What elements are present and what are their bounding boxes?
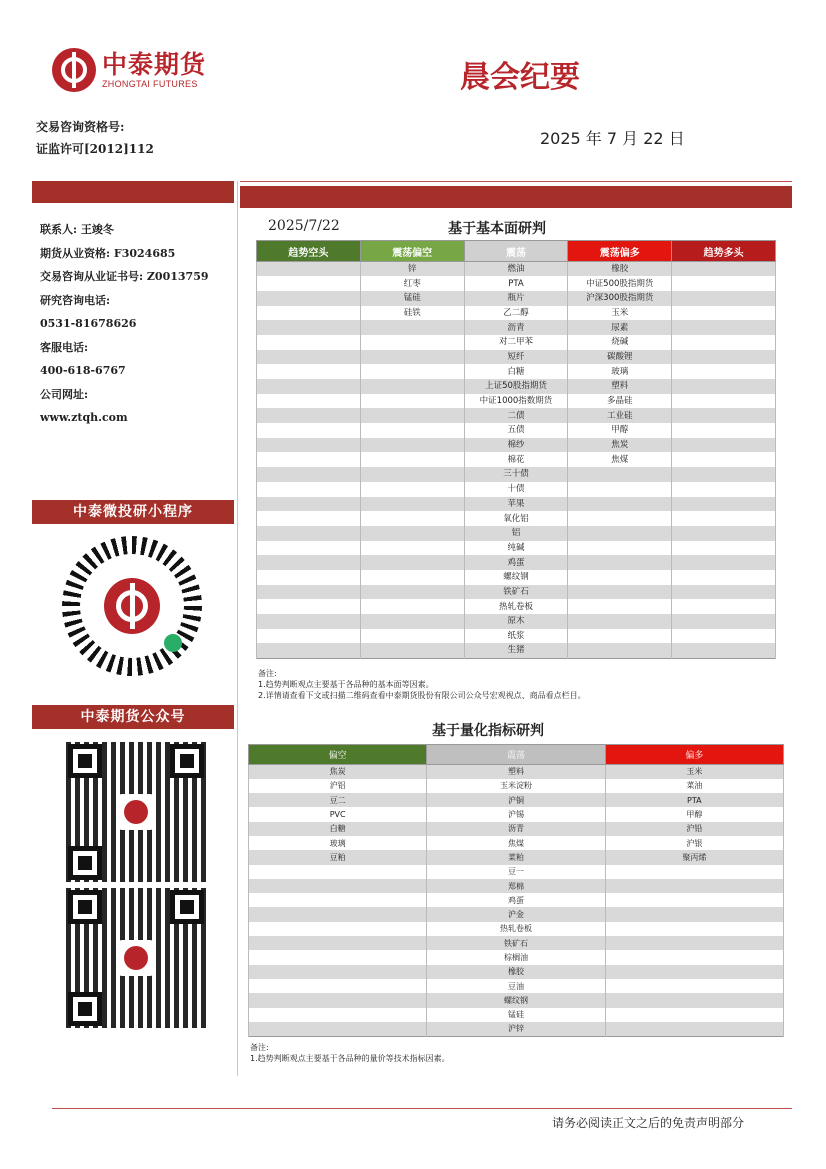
quant-cell: 螺纹钢 [427, 993, 605, 1007]
fundamental-cell [672, 629, 776, 644]
fundamental-cell [672, 511, 776, 526]
fundamental-cell [672, 408, 776, 423]
fundamental-cell [568, 555, 672, 570]
fundamental-cell: 玻璃 [568, 364, 672, 379]
fundamental-cell [257, 320, 361, 335]
table-row [257, 511, 776, 526]
fundamental-cell [672, 482, 776, 497]
quant-cell [605, 1022, 783, 1036]
quant-cell: 焦煤 [427, 836, 605, 850]
fundamental-cell: 棉花 [464, 452, 568, 467]
qr-code-secondary[interactable] [66, 888, 206, 1028]
website-url[interactable]: www.ztqh.com [40, 411, 128, 424]
fundamental-cell [257, 364, 361, 379]
fundamental-cell [360, 423, 464, 438]
fundamental-cell [672, 320, 776, 335]
fundamental-cell: 铝 [464, 526, 568, 541]
quant-header: 偏多 [605, 745, 783, 765]
table-row [257, 438, 776, 453]
fundamental-cell [257, 585, 361, 600]
footer-divider [52, 1108, 792, 1109]
note-line: 2.详情请查看下文或扫描二维码查看中泰期货股份有限公司公众号宏观视点、商品看点栏目。 [258, 691, 586, 700]
quant-cell: 沪铜 [427, 793, 605, 807]
fundamental-cell [672, 438, 776, 453]
table-row [249, 822, 784, 836]
table-row [249, 922, 784, 936]
quant-cell: 沪锌 [427, 1022, 605, 1036]
fundamental-cell: 白糖 [464, 364, 568, 379]
table-row [249, 950, 784, 964]
fundamental-cell [360, 555, 464, 570]
fundamental-cell [568, 541, 672, 556]
service-phone-label: 客服电话: [40, 340, 89, 354]
table-row [257, 291, 776, 306]
fundamental-cell [360, 364, 464, 379]
fundamental-cell: 燃油 [464, 262, 568, 277]
fundamental-cell [257, 526, 361, 541]
fundamental-cell: 二债 [464, 408, 568, 423]
official-account-label: 中泰期货公众号 [32, 705, 234, 729]
quant-cell [605, 950, 783, 964]
table-row [257, 364, 776, 379]
fundamental-header: 震荡 [464, 241, 568, 262]
quant-cell [249, 979, 427, 993]
fundamental-cell: 五债 [464, 423, 568, 438]
fundamental-cell: 纸浆 [464, 629, 568, 644]
fundamental-cell [257, 599, 361, 614]
fundamental-header: 趋势多头 [672, 241, 776, 262]
table-row [257, 423, 776, 438]
brand-logo [52, 48, 206, 92]
quant-cell: 塑料 [427, 765, 605, 779]
fundamental-cell [257, 423, 361, 438]
fundamental-cell [360, 394, 464, 409]
fundamental-cell: 碳酸锂 [568, 350, 672, 365]
table-row [249, 765, 784, 779]
fundamental-cell [568, 585, 672, 600]
quant-notes [250, 1042, 450, 1064]
column-divider [237, 181, 238, 1076]
table-row [249, 793, 784, 807]
table-row [249, 965, 784, 979]
quant-header: 偏空 [249, 745, 427, 765]
fundamental-cell [568, 511, 672, 526]
fundamental-cell [360, 350, 464, 365]
quant-cell: 玻璃 [249, 836, 427, 850]
fundamental-cell: 锰硅 [360, 291, 464, 306]
quant-cell: 热轧卷板 [427, 922, 605, 936]
fundamental-cell [257, 497, 361, 512]
fundamental-cell [672, 350, 776, 365]
wechat-icon [164, 634, 182, 652]
quant-title: 基于量化指标研判 [432, 723, 544, 739]
table-row [257, 599, 776, 614]
table-row [249, 936, 784, 950]
table-row [249, 993, 784, 1007]
fundamental-date: 2025/7/22 [268, 218, 340, 234]
quant-header: 震荡 [427, 745, 605, 765]
fundamental-cell: 红枣 [360, 276, 464, 291]
fundamental-cell [360, 599, 464, 614]
fundamental-cell: 氧化铝 [464, 511, 568, 526]
quant-cell [605, 922, 783, 936]
fundamental-cell: 硅铁 [360, 306, 464, 321]
mini-program-label: 中泰微投研小程序 [32, 500, 234, 524]
fundamental-cell: 玉米 [568, 306, 672, 321]
note-label: 备注: [258, 669, 277, 678]
table-row [257, 643, 776, 658]
fundamental-cell: 多晶硅 [568, 394, 672, 409]
note-line: 1.趋势判断观点主要基于各品种的量价等技术指标因素。 [250, 1054, 450, 1063]
fundamental-cell: 十债 [464, 482, 568, 497]
table-row [257, 570, 776, 585]
fundamental-header: 趋势空头 [257, 241, 361, 262]
fundamental-cell [672, 262, 776, 277]
fundamental-cell: 中证1000指数期货 [464, 394, 568, 409]
fundamental-cell: 瓶片 [464, 291, 568, 306]
quant-cell [605, 965, 783, 979]
report-date: 2025 年 7 月 22 日 [540, 129, 685, 148]
fundamental-cell [360, 570, 464, 585]
quant-cell [249, 965, 427, 979]
fundamental-cell [257, 350, 361, 365]
fundamental-cell [257, 408, 361, 423]
header-divider [240, 181, 792, 182]
quant-cell: 锰硅 [427, 1008, 605, 1022]
fundamental-header: 震荡偏多 [568, 241, 672, 262]
fundamental-cell [568, 482, 672, 497]
quant-cell: 沪银 [605, 836, 783, 850]
fundamental-cell [568, 629, 672, 644]
fundamental-cell [568, 614, 672, 629]
service-phone: 400-618-6767 [40, 364, 126, 377]
quant-cell [249, 907, 427, 921]
note-label: 备注: [250, 1043, 269, 1052]
table-row [257, 482, 776, 497]
table-row [249, 807, 784, 821]
fundamental-cell: 热轧卷板 [464, 599, 568, 614]
quant-cell: PTA [605, 793, 783, 807]
brand-logo-icon [118, 940, 154, 976]
quant-cell: 沪锡 [427, 807, 605, 821]
table-row [257, 497, 776, 512]
table-row [257, 350, 776, 365]
quant-cell: 甲醇 [605, 807, 783, 821]
fundamental-title: 基于基本面研判 [448, 221, 546, 237]
fundamental-cell [672, 379, 776, 394]
fundamental-cell [360, 585, 464, 600]
table-row [249, 850, 784, 864]
fundamental-cell [360, 379, 464, 394]
table-row [249, 779, 784, 793]
quant-cell [249, 936, 427, 950]
table-row [257, 452, 776, 467]
fundamental-cell [360, 511, 464, 526]
fundamental-cell [672, 364, 776, 379]
fundamental-cell [257, 394, 361, 409]
table-row [249, 907, 784, 921]
quant-cell [605, 893, 783, 907]
fundamental-cell: 苹果 [464, 497, 568, 512]
fundamental-cell: 焦炭 [568, 438, 672, 453]
table-row [249, 1022, 784, 1036]
fundamental-cell [257, 555, 361, 570]
fundamental-cell [672, 555, 776, 570]
fundamental-cell [360, 497, 464, 512]
table-row [257, 467, 776, 482]
fundamental-cell [672, 570, 776, 585]
fundamental-cell: PTA [464, 276, 568, 291]
fundamental-cell [672, 585, 776, 600]
fundamental-cell: 工业硅 [568, 408, 672, 423]
fundamental-cell: 纯碱 [464, 541, 568, 556]
quant-cell: 豆油 [427, 979, 605, 993]
table-row [257, 394, 776, 409]
website-label: 公司网址: [40, 387, 89, 401]
fundamental-cell [568, 643, 672, 658]
table-row [249, 865, 784, 879]
fundamental-cell: 沪深300股指期货 [568, 291, 672, 306]
fundamental-cell [672, 291, 776, 306]
mini-program-code[interactable] [52, 532, 212, 680]
fundamental-cell [257, 467, 361, 482]
fundamental-cell: 甲醇 [568, 423, 672, 438]
quant-cell [249, 865, 427, 879]
table-row [249, 879, 784, 893]
quant-cell: 聚丙烯 [605, 850, 783, 864]
quant-cell: 焦炭 [249, 765, 427, 779]
fundamental-cell [257, 262, 361, 277]
research-phone: 0531-81678626 [40, 317, 137, 330]
fundamental-cell [568, 467, 672, 482]
contact-person: 联系人: 王竣冬 [40, 223, 114, 236]
fundamental-cell [360, 482, 464, 497]
fundamental-cell [568, 570, 672, 585]
fundamental-cell [360, 541, 464, 556]
fundamental-cell [672, 526, 776, 541]
table-row [249, 979, 784, 993]
fundamental-cell [360, 335, 464, 350]
fundamental-cell: 三十债 [464, 467, 568, 482]
quant-cell: 沪金 [427, 907, 605, 921]
fundamental-cell [360, 408, 464, 423]
quant-cell: 玉米 [605, 765, 783, 779]
table-row [249, 1008, 784, 1022]
fundamental-cell [672, 467, 776, 482]
fundamental-cell [360, 614, 464, 629]
note-line: 1.趋势判断观点主要基于各品种的基本面等因素。 [258, 680, 434, 689]
quant-cell [249, 893, 427, 907]
futures-qualification: 期货从业资格: F3024685 [40, 246, 176, 260]
fundamental-cell: 塑料 [568, 379, 672, 394]
fundamental-cell [257, 306, 361, 321]
fundamental-cell [360, 452, 464, 467]
quant-cell [249, 950, 427, 964]
fundamental-cell [360, 438, 464, 453]
brand-name-en: ZHONGTAI FUTURES [102, 79, 198, 89]
table-row [257, 629, 776, 644]
quant-cell [249, 1022, 427, 1036]
fundamental-cell [257, 438, 361, 453]
brand-logo-icon [52, 48, 96, 92]
fundamental-cell [257, 541, 361, 556]
quant-cell: 豆粕 [249, 850, 427, 864]
fundamental-cell [672, 423, 776, 438]
fundamental-cell [672, 541, 776, 556]
table-row [257, 585, 776, 600]
fundamental-cell: 原木 [464, 614, 568, 629]
quant-cell: 玉米淀粉 [427, 779, 605, 793]
fundamental-cell: 生猪 [464, 643, 568, 658]
table-row [257, 335, 776, 350]
brand-logo-icon [118, 794, 154, 830]
table-row [249, 893, 784, 907]
table-row [257, 276, 776, 291]
fundamental-cell: 中证500股指期货 [568, 276, 672, 291]
quant-cell [249, 1008, 427, 1022]
quant-table [248, 744, 784, 1037]
fundamental-cell [672, 497, 776, 512]
fundamental-cell: 橡胶 [568, 262, 672, 277]
quant-cell [605, 936, 783, 950]
quant-cell [605, 907, 783, 921]
table-row [257, 320, 776, 335]
report-title: 晨会纪要 [460, 60, 580, 95]
quant-cell [249, 993, 427, 1007]
fundamental-cell: 烧碱 [568, 335, 672, 350]
fundamental-cell: 螺纹钢 [464, 570, 568, 585]
qualification-label: 交易咨询资格号: [36, 120, 125, 134]
fundamental-cell: 鸡蛋 [464, 555, 568, 570]
table-row [257, 541, 776, 556]
fundamental-cell [257, 452, 361, 467]
fundamental-cell [568, 526, 672, 541]
fundamental-cell: 铁矿石 [464, 585, 568, 600]
quant-cell: 橡胶 [427, 965, 605, 979]
quant-cell: 豆二 [249, 793, 427, 807]
fundamental-cell: 尿素 [568, 320, 672, 335]
qr-code-official-account[interactable] [66, 742, 206, 882]
fundamental-cell [360, 467, 464, 482]
quant-cell: 豆一 [427, 865, 605, 879]
fundamental-cell [360, 320, 464, 335]
fundamental-cell [360, 643, 464, 658]
quant-cell: PVC [249, 807, 427, 821]
fundamental-cell: 焦煤 [568, 452, 672, 467]
fundamental-cell [672, 614, 776, 629]
fundamental-header: 震荡偏空 [360, 241, 464, 262]
fundamental-cell [257, 482, 361, 497]
consulting-certificate: 交易咨询从业证书号: Z0013759 [40, 270, 209, 283]
quant-cell: 棕榈油 [427, 950, 605, 964]
fundamental-cell [672, 599, 776, 614]
qualification-number: 证监许可[2012]112 [36, 142, 154, 156]
fundamental-cell: 上证50股指期货 [464, 379, 568, 394]
table-row [257, 526, 776, 541]
table-row [257, 555, 776, 570]
quant-cell [249, 879, 427, 893]
quant-cell [605, 979, 783, 993]
fundamental-cell [672, 306, 776, 321]
quant-cell [605, 879, 783, 893]
quant-cell: 菜油 [605, 779, 783, 793]
fundamental-cell [568, 497, 672, 512]
table-row [257, 614, 776, 629]
table-row [257, 379, 776, 394]
brand-name-cn: 中泰期货 [102, 50, 207, 79]
table-row [257, 262, 776, 277]
quant-cell [605, 865, 783, 879]
disclaimer-note: 请务必阅读正文之后的免责声明部分 [552, 1116, 745, 1130]
fundamental-table [256, 240, 776, 659]
fundamental-cell [672, 276, 776, 291]
fundamental-cell [257, 511, 361, 526]
fundamental-cell [257, 276, 361, 291]
fundamental-cell: 对二甲苯 [464, 335, 568, 350]
fundamental-cell [257, 614, 361, 629]
quant-cell: 白糖 [249, 822, 427, 836]
quant-cell: 鸡蛋 [427, 893, 605, 907]
fundamental-cell [672, 335, 776, 350]
research-phone-label: 研究咨询电话: [40, 293, 111, 307]
quant-cell: 菜粕 [427, 850, 605, 864]
fundamental-cell: 锌 [360, 262, 464, 277]
fundamental-cell [257, 291, 361, 306]
fundamental-cell [672, 643, 776, 658]
table-row [257, 306, 776, 321]
fundamental-cell [257, 643, 361, 658]
fundamental-cell [257, 570, 361, 585]
table-row [249, 836, 784, 850]
quant-cell: 铁矿石 [427, 936, 605, 950]
fundamental-cell: 沥青 [464, 320, 568, 335]
quant-cell: 沪铝 [249, 779, 427, 793]
fundamental-cell: 棉纱 [464, 438, 568, 453]
brand-logo-icon [104, 578, 160, 634]
fundamental-cell [257, 379, 361, 394]
fundamental-cell: 短纤 [464, 350, 568, 365]
quant-cell [605, 993, 783, 1007]
fundamental-cell [672, 394, 776, 409]
quant-cell: 沥青 [427, 822, 605, 836]
quant-cell [605, 1008, 783, 1022]
fundamental-cell [568, 599, 672, 614]
fundamental-cell [257, 335, 361, 350]
fundamental-notes [258, 668, 586, 701]
quant-cell [249, 922, 427, 936]
fundamental-cell [360, 526, 464, 541]
fundamental-cell [360, 629, 464, 644]
contact-info [40, 222, 209, 434]
fundamental-cell [672, 452, 776, 467]
quant-cell: 郑棉 [427, 879, 605, 893]
sidebar-banner [32, 181, 234, 203]
table-row [257, 408, 776, 423]
quant-cell: 沪铅 [605, 822, 783, 836]
fundamental-cell [257, 629, 361, 644]
fundamental-cell: 乙二醇 [464, 306, 568, 321]
main-banner [240, 186, 792, 208]
